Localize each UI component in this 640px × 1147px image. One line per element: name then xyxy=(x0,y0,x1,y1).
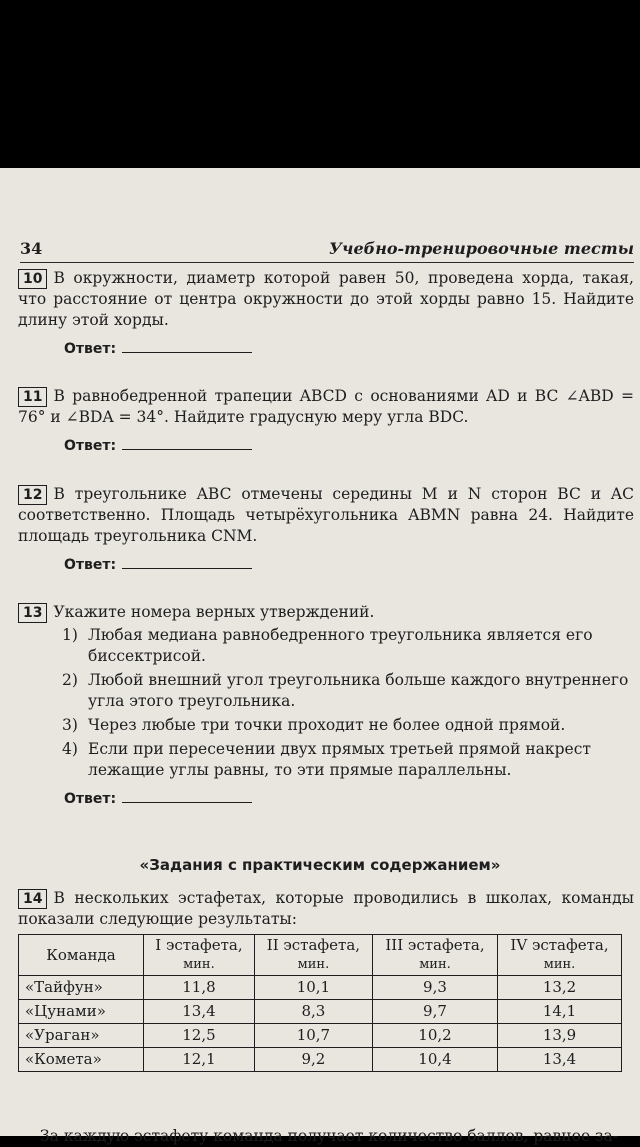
answer-label: Ответ: xyxy=(64,557,117,573)
task-11 xyxy=(18,386,634,457)
table-cell: 13,9 xyxy=(498,1024,622,1048)
statement-text: Через любые три точки проходит не более одной прямой. xyxy=(88,716,566,734)
table-cell: 14,1 xyxy=(498,1000,622,1024)
task-number-box: 14 xyxy=(18,889,47,909)
page-number: 34 xyxy=(20,239,43,258)
running-title: Учебно-тренировочные тесты xyxy=(329,239,634,258)
answer-line[interactable] xyxy=(122,790,252,803)
table-cell: 10,2 xyxy=(372,1024,497,1048)
column-header: II эстафета, мин. xyxy=(254,935,372,976)
table-cell: 8,3 xyxy=(254,1000,372,1024)
table-cell: 9,7 xyxy=(372,1000,497,1024)
statement-item xyxy=(62,625,634,667)
task-number-box: 11 xyxy=(18,387,47,407)
answer-field xyxy=(64,789,634,810)
statements-list xyxy=(62,625,634,781)
table-row xyxy=(19,976,622,1000)
textbook-page xyxy=(0,168,640,1145)
task-12 xyxy=(18,484,634,576)
statement-number: 3) xyxy=(62,716,78,734)
statement-item xyxy=(62,739,634,781)
task-text xyxy=(18,888,634,930)
answer-label: Ответ: xyxy=(64,791,117,807)
statement-number: 1) xyxy=(62,626,78,644)
task-text xyxy=(18,602,634,623)
team-cell: «Цунами» xyxy=(19,1000,144,1024)
table-cell: 10,7 xyxy=(254,1024,372,1048)
task-text xyxy=(18,386,634,428)
table-cell: 12,1 xyxy=(144,1048,255,1072)
page-header xyxy=(20,234,634,263)
task-number-box: 12 xyxy=(18,485,47,505)
table-cell: 13,4 xyxy=(498,1048,622,1072)
answer-line[interactable] xyxy=(122,556,252,569)
task-statement: В нескольких эстафетах, которые проводились в школах, команды показали следующие результаты: xyxy=(18,889,634,928)
task-13 xyxy=(18,602,634,810)
table-cell: 10,1 xyxy=(254,976,372,1000)
table-cell: 10,4 xyxy=(372,1048,497,1072)
statement-item xyxy=(62,715,634,736)
table-row xyxy=(19,1000,622,1024)
table-cell: 9,2 xyxy=(254,1048,372,1072)
answer-label: Ответ: xyxy=(64,438,117,454)
statement-number: 2) xyxy=(62,671,78,689)
statement-text: Если при пересечении двух прямых третьей прямой накрест лежащие углы равны, то эти прямые параллельны. xyxy=(88,740,591,779)
team-cell: «Тайфун» xyxy=(19,976,144,1000)
column-header: I эстафета, мин. xyxy=(144,935,255,976)
table-header-row xyxy=(19,935,622,976)
statement-text: Любой внешний угол треугольника больше каждого внутреннего угла этого треугольника. xyxy=(88,671,629,710)
answer-field xyxy=(64,555,634,576)
statement-number: 4) xyxy=(62,740,78,758)
answer-line[interactable] xyxy=(122,437,252,450)
task-10 xyxy=(18,268,634,360)
task-statement: Укажите номера верных утверждений. xyxy=(53,603,375,621)
table-cell: 13,4 xyxy=(144,1000,255,1024)
table-cell: 9,3 xyxy=(372,976,497,1000)
column-header: IV эстафета, мин. xyxy=(498,935,622,976)
task-number-box: 10 xyxy=(18,269,47,289)
table-row xyxy=(19,1048,622,1072)
answer-line[interactable] xyxy=(122,340,252,353)
statement-text: Любая медиана равнобедренного треугольника является его биссектрисой. xyxy=(88,626,593,665)
table-row xyxy=(19,1024,622,1048)
table-cell: 13,2 xyxy=(498,976,622,1000)
task-statement: В треугольнике ABC отмечены середины M и N сторон BC и AC соответственно. Площадь четырёхугольника ABMN равна 24. Найдите площадь треугольника CNM. xyxy=(18,485,634,545)
column-header: III эстафета, мин. xyxy=(372,935,497,976)
task-statement: В равнобедренной трапеции ABCD с основаниями AD и BC ∠ABD = 76° и ∠BDA = 34°. Найдите градусную меру угла BDC. xyxy=(18,387,634,426)
column-header: Команда xyxy=(19,935,144,976)
results-table xyxy=(18,934,622,1072)
task-text xyxy=(18,484,634,547)
table-cell: 11,8 xyxy=(144,976,255,1000)
team-cell: «Ураган» xyxy=(19,1024,144,1048)
task-14 xyxy=(18,888,634,1072)
task-statement: В окружности, диаметр которой равен 50, проведена хорда, такая, что расстояние от центра окружности до этой хорды равно 15. Найдите длину этой хорды. xyxy=(18,269,634,329)
trailing-text: За каждую эстафету команда получает количество баллов, равное за- xyxy=(40,1127,618,1145)
answer-field xyxy=(64,339,634,360)
team-cell: «Комета» xyxy=(19,1048,144,1072)
answer-field xyxy=(64,436,634,457)
table-cell: 12,5 xyxy=(144,1024,255,1048)
statement-item xyxy=(62,670,634,712)
answer-label: Ответ: xyxy=(64,341,117,357)
task-number-box: 13 xyxy=(18,603,47,623)
task-text xyxy=(18,268,634,331)
section-title: «Задания с практическим содержанием» xyxy=(139,856,501,874)
